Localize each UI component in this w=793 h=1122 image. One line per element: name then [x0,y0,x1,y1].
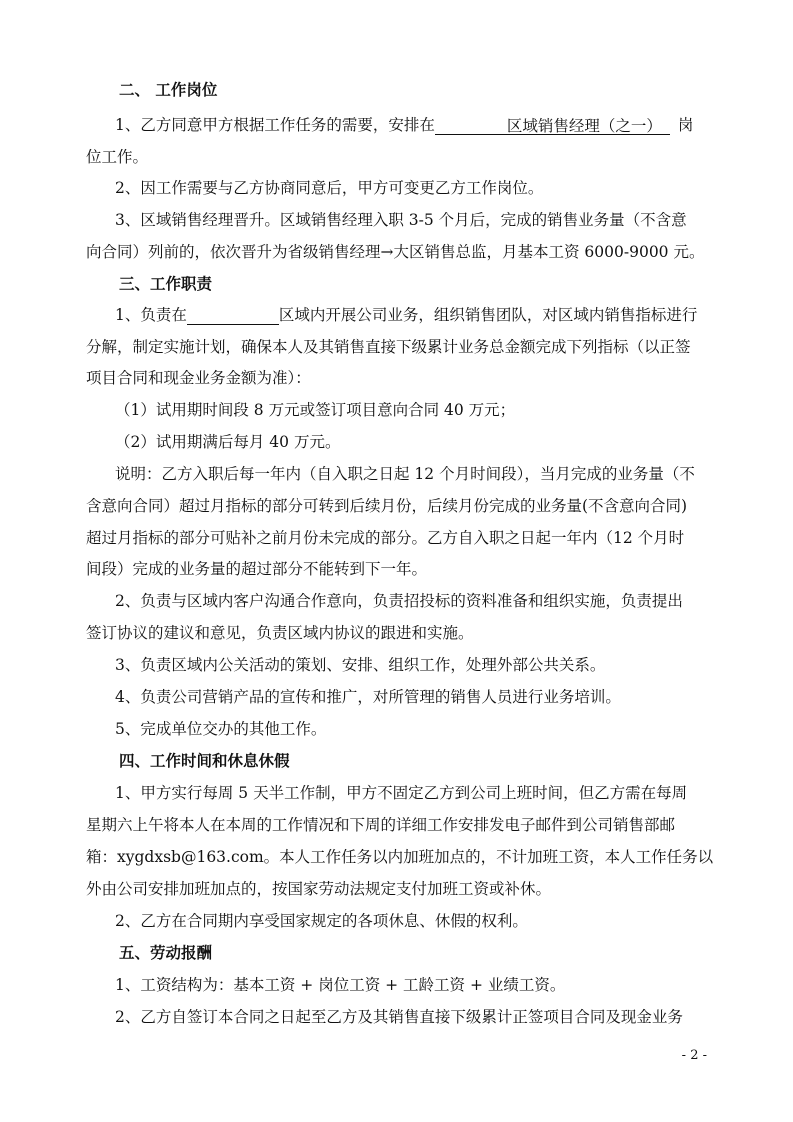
section-3-item-2-cont: 签订协议的建议和意见，负责区域内协议的跟进和实施。 [86,624,474,642]
item-text: 岗 [677,116,694,134]
item-text: 区域内开展公司业务，组织销售团队，对区域内销售指标进行 [278,306,698,324]
note-line: 超过月指标的部分可贴补之前月份未完成的部分。乙方自入职之日起一年内（12 个月时 [86,529,685,547]
section-2-item-3: 3、区域销售经理晋升。区域销售经理入职 3-5 个月后，完成的销售业务量（不含意 [115,211,687,229]
section-4-item-1: 1、甲方实行每周 5 天半工作制，甲方不固定乙方到公司上班时间，但乙方需在每周 [115,784,688,802]
section-3-item-2: 2、负责与区域内客户沟通合作意向，负责招投标的资料准备和组织实施，负责提出 [115,592,683,610]
page-number: - 2 - [681,1048,707,1063]
note-line: 间段）完成的业务量的超过部分不能转到下一年。 [86,560,428,578]
section-4-item-1-cont: 箱：xygdxsb@163.com。本人工作任务以内加班加点的，不计加班工资，本人工作任务以 [86,848,714,866]
section-3-item-1-cont: 分解，制定实施计划，确保本人及其销售直接下级累计业务总金额完成下列指标（以正签 [86,338,691,356]
section-2-item-3-cont: 向合同）列前的，依次晋升为省级销售经理→大区销售总监，月基本工资 6000-9000 元。 [86,243,705,261]
section-3-item-1 [115,305,697,325]
section-4-item-2: 2、乙方在合同期内享受国家规定的各项休息、休假的权利。 [115,912,528,930]
section-5-item-1: 1、工资结构为：基本工资 + 岗位工资 + 工龄工资 + 业绩工资。 [115,976,566,994]
item-text: 1、负责在 [115,306,187,324]
section-2-item-1 [115,115,693,135]
section-5-item-2: 2、乙方自签订本合同之日起至乙方及其销售直接下级累计正签项目合同及现金业务 [115,1008,683,1026]
section-2-heading: 二、 工作岗位 [119,80,218,99]
section-3-item-1-cont: 项目合同和现金业务金额为准）： [86,369,311,387]
post-name: 区域销售经理（之一） [501,116,670,135]
target-item-2: （2）试用期满后每月 40 万元。 [115,433,341,451]
section-4-item-1-cont: 外由公司安排加班加点的，按国家劳动法规定支付加班工资或补休。 [86,880,552,898]
section-3-item-4: 4、负责公司营销产品的宣传和推广，对所管理的销售人员进行业务培训。 [115,688,621,706]
section-3-item-3: 3、负责区域内公关活动的策划、安排、组织工作，处理外部公共关系。 [115,656,606,674]
section-4-heading: 四、工作时间和休息休假 [119,751,290,770]
section-4-item-1-cont: 星期六上午将本人在本周的工作情况和下周的详细工作安排发电子邮件到公司销售部邮 [86,816,676,834]
target-item-1: （1）试用期时间段 8 万元或签订项目意向合同 40 万元； [115,401,516,419]
section-5-heading: 五、劳动报酬 [119,943,213,962]
note-line: 含意向合同）超过月指标的部分可转到后续月份，后续月份完成的业务量(不含意向合同) [86,497,688,515]
blank-underline [435,116,501,135]
blank-underline [187,306,279,325]
note-line: 说明：乙方入职后每一年内（自入职之日起 12 个月时间段），当月完成的业务量（不 [115,465,695,483]
item-text: 1、乙方同意甲方根据工作任务的需要，安排在 [115,116,435,134]
section-2-item-1-cont: 位工作。 [86,148,149,166]
section-3-item-5: 5、完成单位交办的其他工作。 [115,720,327,738]
section-2-item-2: 2、因工作需要与乙方协商同意后，甲方可变更乙方工作岗位。 [115,179,544,197]
section-3-heading: 三、工作职责 [119,274,213,293]
